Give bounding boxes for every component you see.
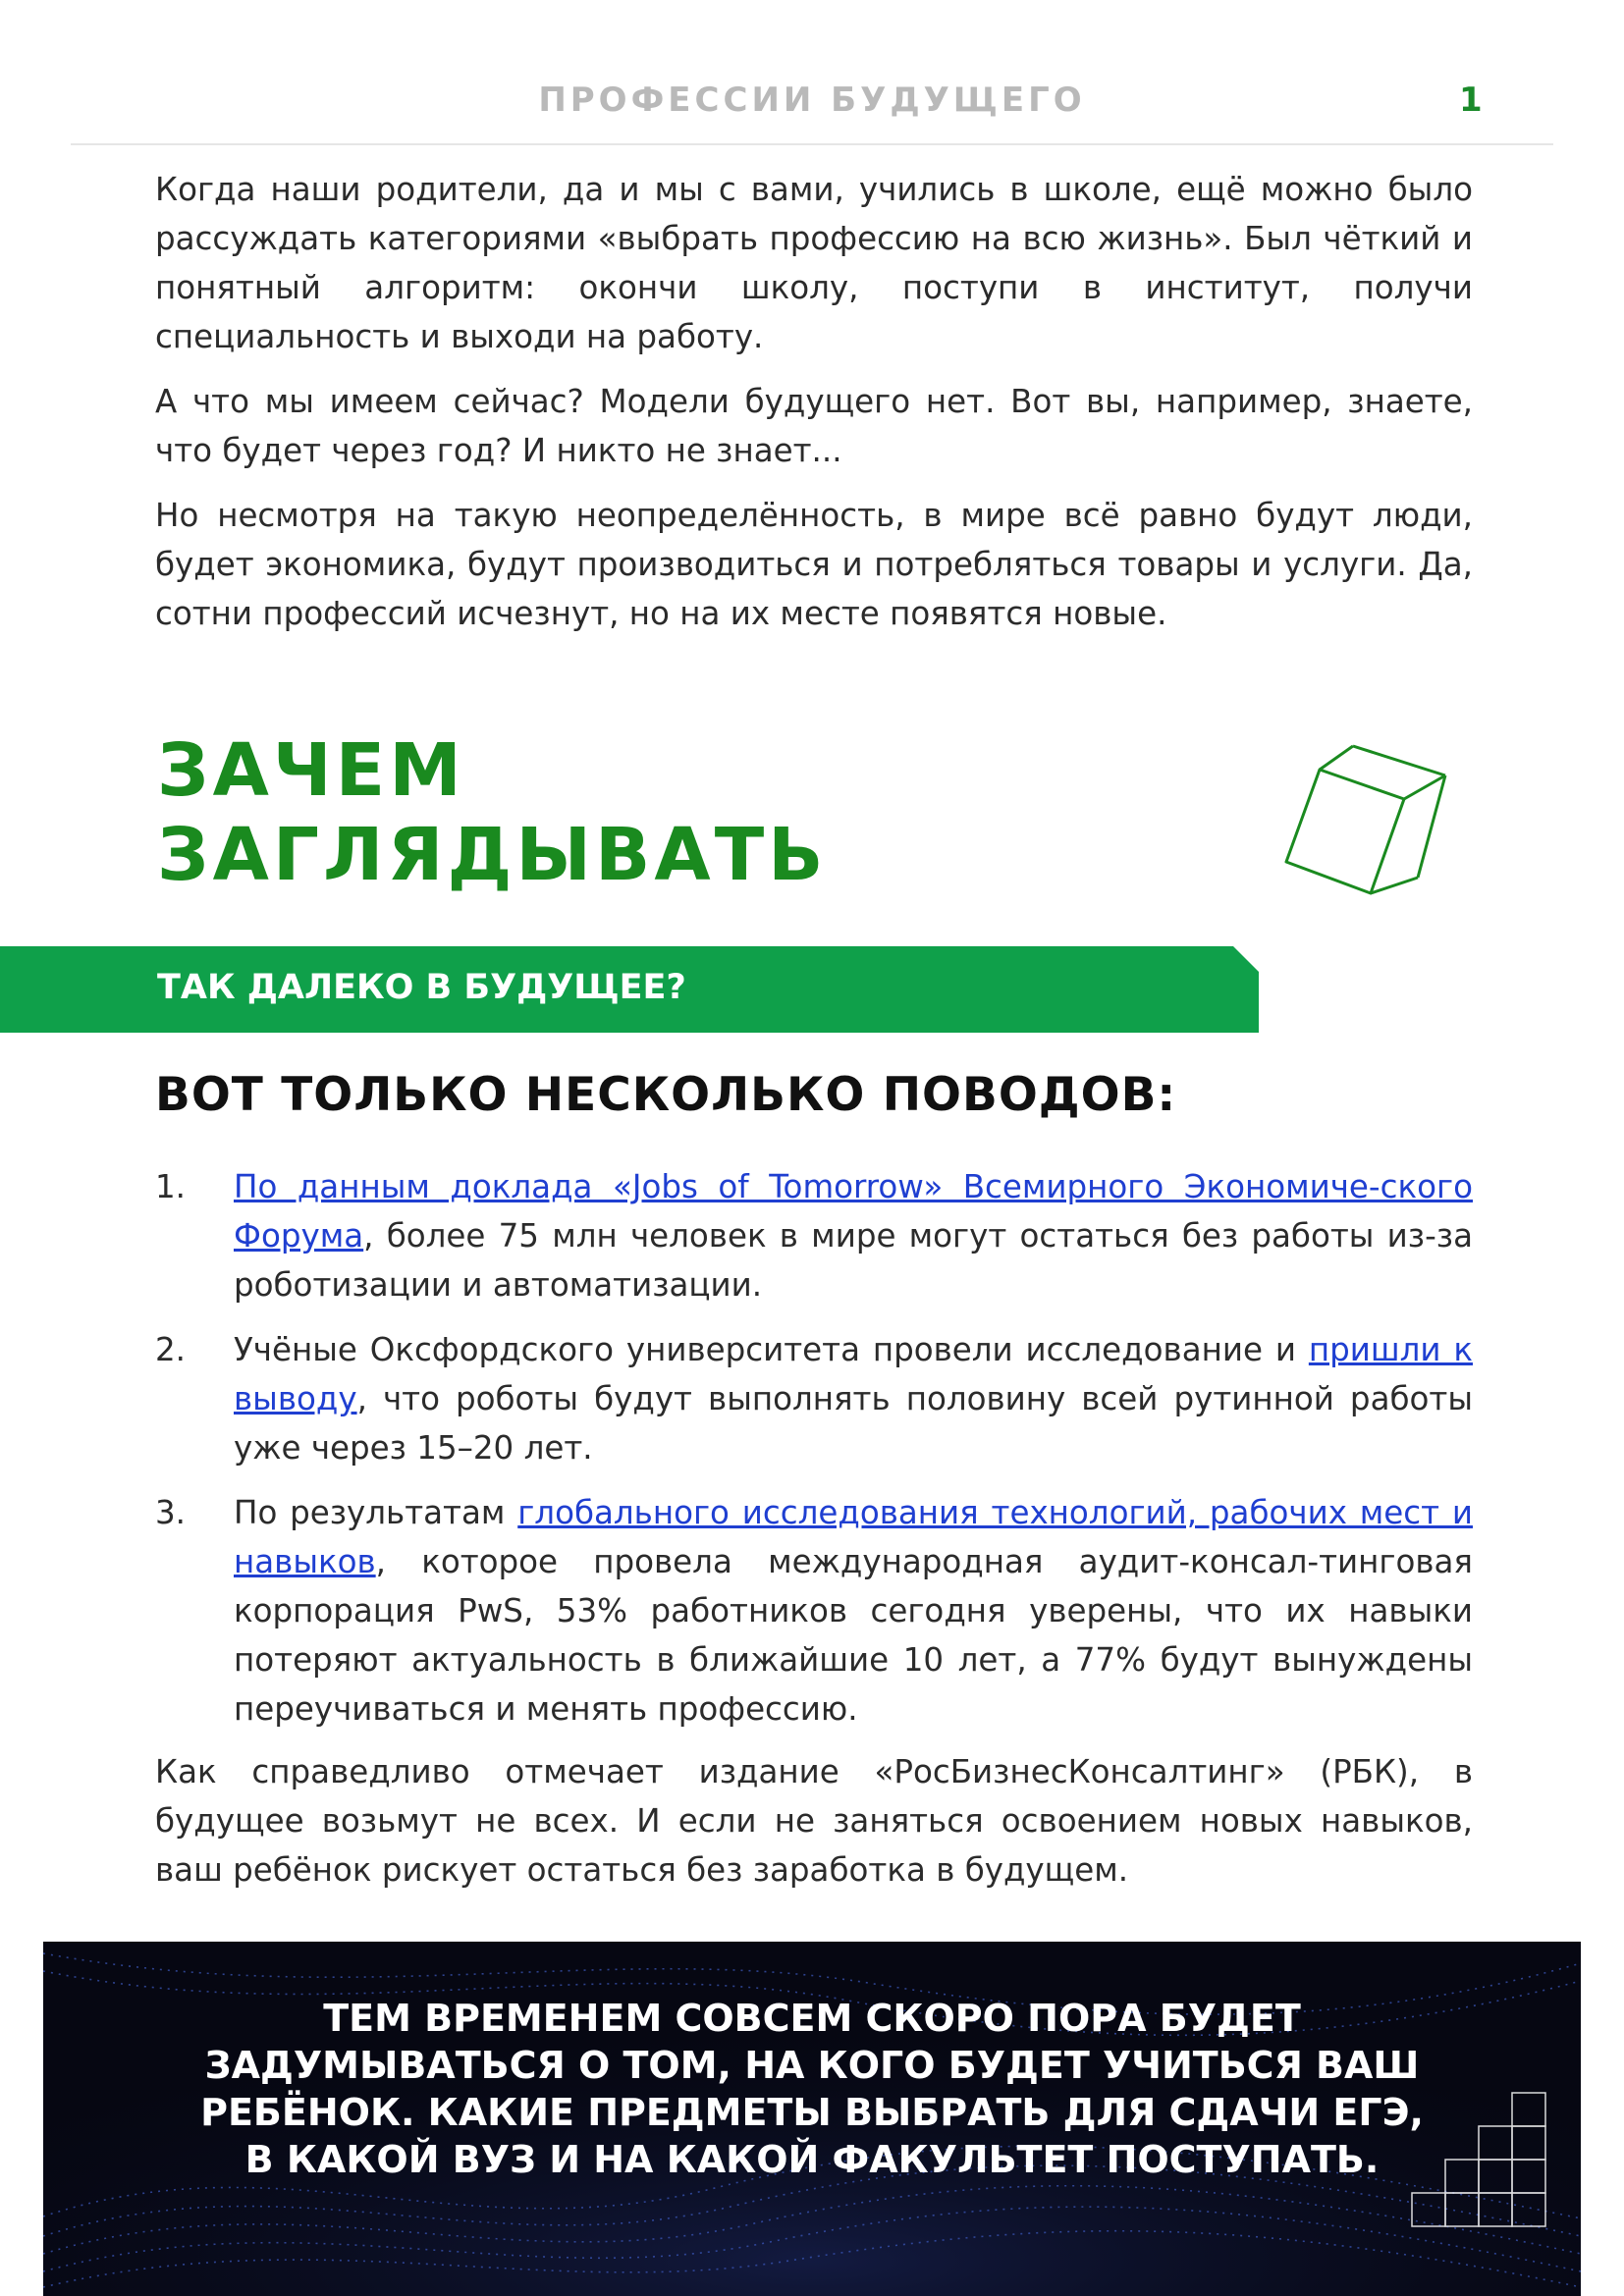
list-number: 3. bbox=[155, 1494, 187, 1531]
closing-paragraph: Как справедливо отмечает издание «РосБизнесКонсалтинг» (РБК), в будущее возьмут не всех. И если не заняться освоением новых навыков, ваш ребёнок рискует остаться без заработка в будущем. bbox=[155, 1753, 1473, 1889]
list-item-text: Учёные Оксфордского университета провели исследование и пришли к выводу, что роботы будут выполнять половину всей рутинной работы уже через 15–20 лет. bbox=[234, 1331, 1473, 1467]
callout-text bbox=[43, 1995, 1581, 2183]
page-number: 1 bbox=[1459, 80, 1483, 120]
callout-banner bbox=[43, 1942, 1581, 2296]
list-item-text: По результатам глобального исследования технологий, рабочих мест и навыков, которое провела международная аудит-консал-тинговая корпорация PwS, 53% работников сегодня уверены, что их навыки потеряют актуальность в ближайшие 10 лет, а 77% будут вынуждены переучиваться и менять профессию. bbox=[234, 1494, 1473, 1728]
list-item-text: По данным доклада «Jobs of Tomorrow» Всемирного Экономиче-ского Форума, более 75 млн человек в мире могут остаться без работы из-за роботизации и автоматизации. bbox=[234, 1168, 1473, 1304]
source-link[interactable]: глобального исследования технологий, рабочих мест и навыков bbox=[234, 1494, 1473, 1580]
intro-section bbox=[155, 165, 1473, 654]
list-number: 1. bbox=[155, 1168, 187, 1205]
list-item bbox=[155, 1162, 1473, 1309]
reasons-title: ВОТ ТОЛЬКО НЕСКОЛЬКО ПОВОДОВ: bbox=[155, 1068, 1177, 1122]
grid-squares-icon bbox=[1404, 2089, 1551, 2246]
intro-paragraph: Когда наши родители, да и мы с вами, учились в школе, ещё можно было рассуждать категориями «выбрать профессию на всю жизнь». Был чёткий и понятный алгоритм: окончи школу, поступи в институт, получи специальность и выходи на работу. bbox=[155, 171, 1473, 355]
subtitle-band-text: ТАК ДАЛЕКО В БУДУЩЕЕ? bbox=[157, 968, 686, 1007]
callout-line: ТЕМ ВРЕМЕНЕМ СОВСЕМ СКОРО ПОРА БУДЕТ bbox=[323, 1997, 1301, 2040]
page-header-title: ПРОФЕССИИ БУДУЩЕГО bbox=[538, 80, 1086, 120]
section-heading bbox=[157, 728, 828, 897]
list-number: 2. bbox=[155, 1331, 187, 1368]
header-divider bbox=[71, 143, 1553, 145]
list-item bbox=[155, 1325, 1473, 1472]
cube-icon bbox=[1282, 742, 1449, 895]
callout-line: В КАКОЙ ВУЗ И НА КАКОЙ ФАКУЛЬТЕТ ПОСТУПАТЬ. bbox=[244, 2138, 1380, 2181]
intro-paragraph: А что мы имеем сейчас? Модели будущего нет. Вот вы, например, знаете, что будет через год? И никто не знает... bbox=[155, 383, 1473, 469]
source-link[interactable]: пришли к выводу bbox=[234, 1331, 1473, 1417]
intro-paragraph: Но несмотря на такую неопределённость, в мире всё равно будут люди, будет экономика, будут производиться и потребляться товары и услуги. Да, сотни профессий исчезнут, но на их месте появятся новые. bbox=[155, 497, 1473, 632]
list-item bbox=[155, 1488, 1473, 1734]
section-heading-line: ЗАГЛЯДЫВАТЬ bbox=[157, 813, 828, 897]
callout-line: ЗАДУМЫВАТЬСЯ О ТОМ, НА КОГО БУДЕТ УЧИТЬСЯ ВАШ bbox=[204, 2044, 1420, 2087]
callout-line: РЕБЁНОК. КАКИЕ ПРЕДМЕТЫ ВЫБРАТЬ ДЛЯ СДАЧИ ЕГЭ, bbox=[200, 2091, 1424, 2134]
source-link[interactable]: По данным доклада «Jobs of Tomorrow» Всемирного Экономиче-ского Форума bbox=[234, 1168, 1473, 1255]
closing-section bbox=[155, 1747, 1473, 1910]
section-heading-line: ЗАЧЕМ bbox=[157, 728, 465, 813]
reasons-list bbox=[155, 1162, 1473, 1749]
